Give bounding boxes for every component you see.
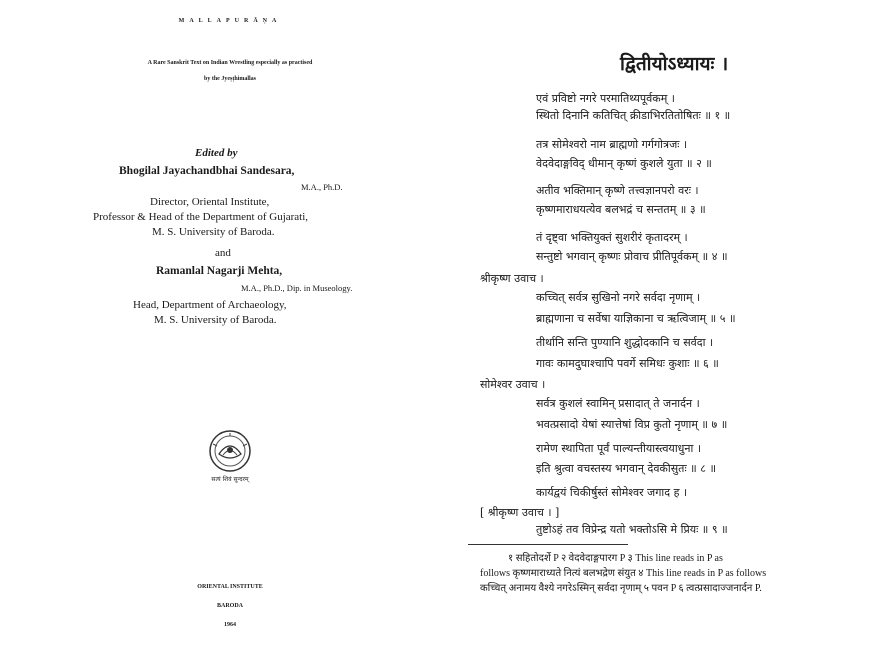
verse-line: भवत्प्रसादो येषां स्यात्तेषां विप्र कुतो नृणाम् ॥ ७ ॥ <box>536 418 728 431</box>
editor2-line: M. S. University of Baroda. <box>154 314 277 326</box>
verse-line: गावः कामदुघाश्चापि पवर्गे समिधः कुशाः ॥ ६ ॥ <box>536 357 719 370</box>
institute-seal-icon <box>199 424 261 486</box>
editor1-qualifications: M.A., Ph.D. <box>301 182 343 192</box>
footnote-rule <box>468 544 628 545</box>
verse-line: तत्र सोमेश्वरो नाम ब्राह्मणो गर्गगोत्रजः । <box>536 138 688 151</box>
editor2-qualifications: M.A., Ph.D., Dip. in Museology. <box>241 283 353 293</box>
verse-line: कृष्णमाराधयत्येव बलभद्रं च सन्ततम् ॥ ३ ॥ <box>536 203 706 216</box>
verse-line: सर्वत्र कुशलं स्वामिन् प्रसादात् ते जनार्दन । <box>536 397 700 410</box>
footnote-line: follows कृष्णमाराध्यते नित्यं बलभद्रेण संयुत ४ This line reads in P as follows <box>480 568 767 579</box>
verse-line: ब्राह्मणाना च सर्वेषा याज्ञिकाना च ऋत्विजाम् ॥ ५ ॥ <box>536 312 736 325</box>
editor2-name: Ramanlal Nagarji Mehta, <box>156 265 283 277</box>
publisher-city: BARODA <box>216 603 243 609</box>
seal-caption: सत्यं शिवं सुन्दरम् <box>211 476 249 483</box>
edited-by-label: Edited by <box>195 147 238 159</box>
editor1-name: Bhogilal Jayachandbhai Sandesara, <box>119 165 295 177</box>
verse-line: स्थितो दिनानि कतिचित् क्रीडाभिरतितोषितः ॥ १ ॥ <box>536 109 731 122</box>
publication-year: 1964 <box>224 622 236 628</box>
verse-line: कार्यद्वयं चिकीर्षुस्तं सोमेश्वर जगाद ह । <box>536 486 688 499</box>
book-subtitle-line2: by the Jyeṣṭhimallas <box>203 76 256 82</box>
verse-line: सन्तुष्टो भगवान् कृष्णः प्रोवाच प्रीतिपूर्वकम् ॥ ४ ॥ <box>536 250 728 263</box>
editor1-line: Professor & Head of the Department of Gujarati, <box>93 211 309 223</box>
verse-line: कच्चित् सर्वत्र सुखिनो नगरे सर्वदा नृणाम् । <box>536 291 701 304</box>
and-label: and <box>215 247 231 259</box>
editor1-line: M. S. University of Baroda. <box>152 226 275 238</box>
right-page <box>468 0 883 654</box>
speaker-heading: श्रीकृष्ण उवाच । <box>480 272 544 285</box>
editor1-line: Director, Oriental Institute, <box>150 196 270 208</box>
verse-line: रामेण स्थापिता पूर्वं पाल्यन्तीयास्त्वयाधुना । <box>536 442 702 455</box>
footnote-line: १ सहितोदर्शे P २ वेदवेदाङ्गपारग P ३ This line reads in P as <box>508 553 723 564</box>
chapter-heading: द्वितीयोऽध्यायः । <box>620 53 729 75</box>
speaker-heading: [ श्रीकृष्ण उवाच । ] <box>480 506 560 519</box>
verse-line: तीर्थानि सन्ति पुण्यानि शुद्धोदकानि च सर्वदा । <box>536 336 714 349</box>
verse-line: एवं प्रविष्टो नगरे परमातिथ्यपूर्वकम् । <box>536 92 675 105</box>
speaker-heading: सोमेश्वर उवाच । <box>480 378 546 391</box>
verse-line: तुष्टोऽहं तव विप्रेन्द्र यतो भक्तोऽसि मे प्रियः ॥ ९ ॥ <box>536 523 728 536</box>
book-title: MALLAPURĀṆA <box>178 18 282 24</box>
verse-line: अतीव भक्तिमान् कृष्णे तत्त्वज्ञानपरो वरः । <box>536 184 699 197</box>
footnote-line: कच्चित् अनामय वैश्ये नगरेऽस्मिन् सर्वदा नृणाम् ५ पवन P ६ त्वत्प्रसादाज्जनार्दन P. <box>480 583 762 594</box>
publisher-name: ORIENTAL INSTITUTE <box>197 584 263 590</box>
book-subtitle-line1: A Rare Sanskrit Text on Indian Wrestling especially as practised <box>147 60 313 66</box>
editor2-line: Head, Department of Archaeology, <box>133 299 287 311</box>
verse-line: वेदवेदाङ्गविद् धीमान् कृष्णं कुशले युता ॥ २ ॥ <box>536 157 712 170</box>
verse-line: तं दृष्ट्वा भक्तियुक्तं सुशरीरं कृतादरम् । <box>536 231 688 244</box>
verse-line: इति श्रुत्वा वचस्तस्य भगवान् देवकीसुतः ॥ ८ ॥ <box>536 462 717 475</box>
